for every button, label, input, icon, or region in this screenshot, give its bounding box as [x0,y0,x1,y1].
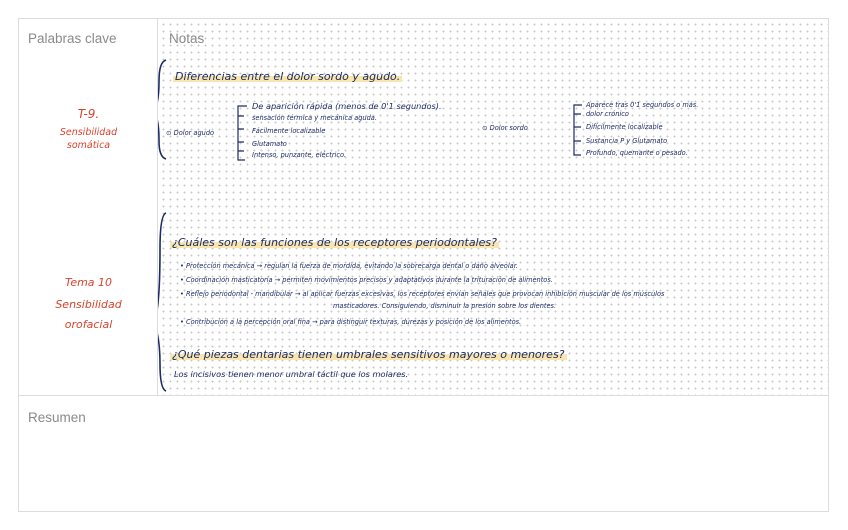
summary-section[interactable] [19,395,828,511]
keywords-column [19,19,158,395]
dull-item-2: dolor crónico [586,110,629,118]
cue-topic10-sub2: orofacial [64,318,113,331]
function-item-3-cont: masticadores. Consiguiendo, disminuir la presión sobre los dientes. [333,302,557,310]
function-item-1: • Protección mecánica → regulan la fuerza de mordida, evitando la sobrecarga dental o daño alveolar. [180,262,518,270]
dull-item-4: Sustancia P y Glutamato [586,137,668,145]
question-dental-thresholds: ¿Qué piezas dentarias tienen umbrales sensitivos mayores o menores? [172,348,565,361]
dull-item-5: Profundo, quemante o pesado. [586,149,688,157]
summary-text[interactable] [28,436,819,502]
bracket-dull [574,105,582,155]
notes-header: Notas [169,31,205,46]
question-periodontal-functions: ¿Cuáles son las funciones de los receptores periodontales? [172,236,497,249]
dull-item-3: Difícilmente localizable [586,123,663,131]
label-acute-pain: ⊙ Dolor agudo [166,129,215,137]
acute-item-4: Glutamato [252,140,287,148]
function-item-3: • Reflejo periodontal - mandibular → al aplicar fuerzas excesivas, los receptores envían señales que provocan inhibición muscular de los músculos [180,290,665,298]
cornell-notes-page [18,18,829,512]
summary-header: Resumen [28,410,86,425]
function-item-4: • Contribución a la percepción oral fina → para distinguir texturas, durezas y posición de los alimentos. [180,318,522,326]
answer-dental-thresholds: Los incisivos tienen menor umbral táctil que los molares. [174,369,409,379]
brace-block2 [158,213,166,391]
acute-item-3: Fácilmente localizable [252,127,326,135]
heading-pain-differences: Diferencias entre el dolor sordo y agudo. [175,70,401,83]
cue-topic9-sub2: somática [66,140,111,151]
cue-topic9-title: T-9. [77,107,100,121]
cue-topic10-title: Tema 10 [64,276,113,289]
bracket-acute [238,106,247,160]
label-dull-pain: ⊙ Dolor sordo [482,124,528,132]
acute-item-1: De aparición rápida (menos de 0'1 segundos). [252,101,442,111]
acute-item-5: Intenso, punzante, eléctrico. [252,151,347,159]
brace-block1 [158,60,166,159]
function-item-2: • Coordinación masticatoria → permiten movimientos precisos y adaptativos durante la trituración de alimentos. [180,276,553,284]
cue-topic9-sub1: Sensibilidad [59,127,118,138]
cue-topic10-sub1: Sensibilidad [55,298,122,311]
acute-item-2: sensación térmica y mecánica aguda. [252,114,377,122]
dull-item-1: Aparece tras 0'1 segundos o más. [586,101,699,109]
notes-column [158,19,828,395]
keywords-header: Palabras clave [28,31,117,46]
